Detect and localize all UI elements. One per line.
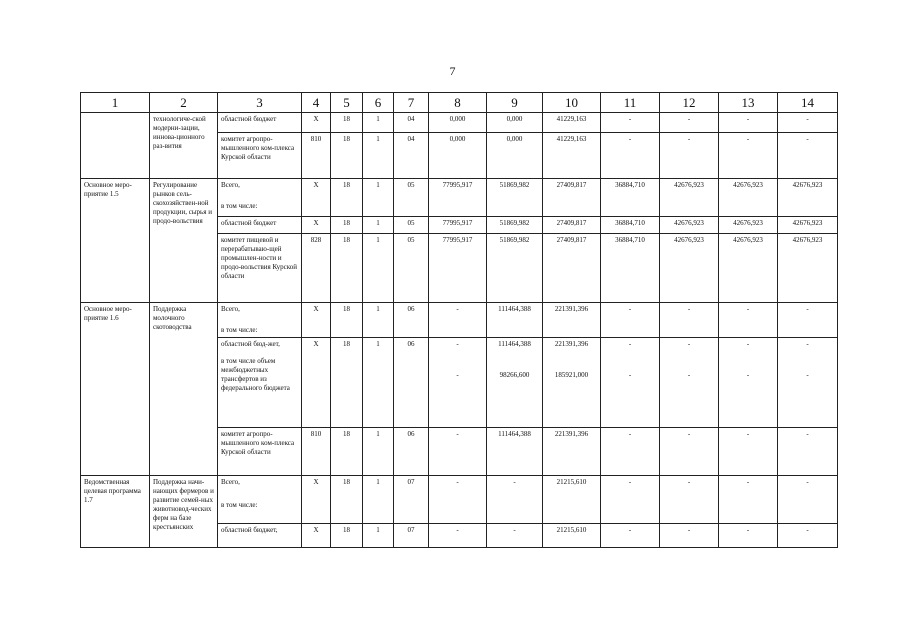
- code-cell: 18: [331, 476, 363, 524]
- code-cell: 18: [331, 303, 363, 338]
- code-cell: 1: [363, 179, 394, 217]
- source-cell: областной бюджет: [218, 113, 302, 133]
- value-cell: -: [660, 476, 719, 524]
- code-cell: 828: [302, 234, 331, 303]
- value-line: -: [806, 340, 809, 348]
- value-cell: -: [601, 113, 660, 133]
- value-cell: 27409,817: [543, 179, 601, 217]
- value-cell: 111464,388: [487, 428, 543, 476]
- table-row: [81, 179, 838, 217]
- value-cell: 36884,710: [601, 179, 660, 217]
- value-line: 185921,000: [554, 371, 589, 379]
- code-cell: X: [302, 179, 331, 217]
- code-cell: 06: [394, 338, 429, 428]
- source-cell: комитет агропро-мышленного ком-плекса Курской области: [218, 133, 302, 179]
- value-cell: [719, 338, 778, 428]
- value-cell: -: [778, 428, 838, 476]
- value-line: 111464,388: [498, 340, 531, 348]
- header-cell: 6: [363, 93, 394, 113]
- value-cell: -: [601, 428, 660, 476]
- source-cell: областной бюджет: [218, 217, 302, 234]
- source-total-label: Всего,: [221, 478, 240, 486]
- source-regional-label: областной бюд-жет,: [221, 340, 280, 348]
- value-cell: 36884,710: [601, 217, 660, 234]
- value-line: -: [687, 371, 691, 379]
- value-cell: 21215,610: [543, 524, 601, 548]
- code-cell: 810: [302, 428, 331, 476]
- value-cell: -: [778, 113, 838, 133]
- code-cell: X: [302, 303, 331, 338]
- header-cell: 4: [302, 93, 331, 113]
- value-cell: 0,000: [487, 113, 543, 133]
- code-cell: 810: [302, 133, 331, 179]
- value-cell: -: [719, 428, 778, 476]
- value-cell: 51869,982: [487, 234, 543, 303]
- value-cell: 0,000: [429, 133, 487, 179]
- code-cell: 04: [394, 133, 429, 179]
- value-cell: -: [601, 133, 660, 179]
- code-cell: 04: [394, 113, 429, 133]
- activity-name-cell: Поддержка начи-нающих фермеров и развитие семей-ных животновод-ческих ферм на базе крестьянских: [150, 476, 218, 548]
- header-cell: 14: [778, 93, 838, 113]
- value-cell: 36884,710: [601, 234, 660, 303]
- source-cell: [218, 303, 302, 338]
- table-row: [81, 113, 838, 133]
- value-line: -: [628, 371, 632, 379]
- header-cell: 11: [601, 93, 660, 113]
- value-cell: 42676,923: [719, 234, 778, 303]
- code-cell: X: [302, 476, 331, 524]
- value-cell: 0,000: [487, 133, 543, 179]
- header-cell: 12: [660, 93, 719, 113]
- value-cell: 42676,923: [660, 217, 719, 234]
- value-cell: -: [660, 524, 719, 548]
- code-cell: 18: [331, 428, 363, 476]
- value-cell: [601, 338, 660, 428]
- value-cell: -: [719, 303, 778, 338]
- value-cell: [429, 338, 487, 428]
- value-cell: 42676,923: [778, 179, 838, 217]
- value-cell: 0,000: [429, 113, 487, 133]
- source-total-label: Всего,: [221, 181, 240, 189]
- value-cell: [660, 338, 719, 428]
- value-cell: 42676,923: [778, 234, 838, 303]
- code-cell: 06: [394, 428, 429, 476]
- value-cell: 42676,923: [719, 179, 778, 217]
- code-cell: 1: [363, 234, 394, 303]
- value-cell: 41229,163: [543, 113, 601, 133]
- source-total-label: Всего,: [221, 305, 240, 313]
- value-cell: -: [487, 476, 543, 524]
- source-cell: [218, 179, 302, 217]
- header-cell: 8: [429, 93, 487, 113]
- source-cell: [218, 476, 302, 524]
- header-cell: 1: [81, 93, 150, 113]
- activity-cell: Основное меро-приятие 1.6: [81, 303, 150, 476]
- code-cell: 1: [363, 303, 394, 338]
- code-cell: 05: [394, 217, 429, 234]
- value-cell: -: [778, 524, 838, 548]
- source-cell: [218, 338, 302, 428]
- value-cell: -: [601, 303, 660, 338]
- code-cell: X: [302, 217, 331, 234]
- activity-name-cell: технологиче-ской модерни-зации, иннова-ционного раз-вития: [150, 113, 218, 179]
- value-cell: 77995,917: [429, 217, 487, 234]
- value-cell: [487, 338, 543, 428]
- value-cell: 42676,923: [660, 234, 719, 303]
- value-cell: 111464,388: [487, 303, 543, 338]
- activity-cell: [81, 113, 150, 179]
- activity-name-cell: Поддержка молочного скотоводства: [150, 303, 218, 476]
- code-cell: 18: [331, 524, 363, 548]
- header-cell: 13: [719, 93, 778, 113]
- code-cell: 1: [363, 524, 394, 548]
- code-cell: 06: [394, 303, 429, 338]
- value-cell: 21215,610: [543, 476, 601, 524]
- code-cell: 1: [363, 428, 394, 476]
- table-row: [81, 476, 838, 524]
- code-cell: X: [302, 338, 331, 428]
- value-cell: -: [429, 303, 487, 338]
- code-cell: 18: [331, 179, 363, 217]
- value-cell: -: [660, 133, 719, 179]
- code-cell: X: [302, 113, 331, 133]
- code-cell: 18: [331, 338, 363, 428]
- code-cell: 1: [363, 476, 394, 524]
- source-sub-label: в том числе:: [221, 501, 258, 509]
- code-cell: 07: [394, 524, 429, 548]
- value-line: 221391,396: [554, 340, 589, 348]
- value-cell: 221391,396: [543, 428, 601, 476]
- budget-table: [80, 92, 838, 548]
- value-line: -: [806, 371, 809, 379]
- value-cell: -: [487, 524, 543, 548]
- code-cell: 05: [394, 234, 429, 303]
- value-cell: -: [660, 428, 719, 476]
- value-cell: 51869,982: [487, 179, 543, 217]
- source-cell: комитет пищевой и перерабатываю-щей промышлен-ности и продо-вольствия Курской области: [218, 234, 302, 303]
- header-cell: 2: [150, 93, 218, 113]
- code-cell: 1: [363, 113, 394, 133]
- value-cell: -: [660, 113, 719, 133]
- value-cell: -: [778, 133, 838, 179]
- code-cell: 05: [394, 179, 429, 217]
- value-cell: -: [778, 476, 838, 524]
- code-cell: 18: [331, 113, 363, 133]
- header-cell: 7: [394, 93, 429, 113]
- value-line: -: [746, 371, 750, 379]
- header-cell: 3: [218, 93, 302, 113]
- value-cell: -: [719, 133, 778, 179]
- source-cell: областной бюджет,: [218, 524, 302, 548]
- value-cell: -: [778, 303, 838, 338]
- source-sub-label: в том числе:: [221, 326, 258, 334]
- value-cell: 42676,923: [778, 217, 838, 234]
- value-cell: 221391,396: [543, 303, 601, 338]
- value-cell: 42676,923: [660, 179, 719, 217]
- value-cell: -: [719, 113, 778, 133]
- value-cell: -: [601, 476, 660, 524]
- value-cell: [543, 338, 601, 428]
- value-cell: -: [601, 524, 660, 548]
- value-cell: -: [660, 303, 719, 338]
- value-line: -: [746, 340, 750, 348]
- value-line: -: [687, 340, 691, 348]
- value-line: -: [628, 340, 632, 348]
- source-transfer-label: в том числе объем межбюджетных трансфертов из федерального бюджета: [221, 357, 290, 392]
- activity-name-cell: Регулирование рынков сель-скохозяйствен-ной продукции, сырья и продо-вольствия: [150, 179, 218, 303]
- code-cell: 18: [331, 234, 363, 303]
- value-cell: 42676,923: [719, 217, 778, 234]
- value-cell: 27409,817: [543, 234, 601, 303]
- value-cell: 77995,917: [429, 179, 487, 217]
- header-cell: 9: [487, 93, 543, 113]
- activity-cell: Основное меро-приятие 1.5: [81, 179, 150, 303]
- code-cell: 07: [394, 476, 429, 524]
- code-cell: 18: [331, 217, 363, 234]
- value-cell: -: [429, 476, 487, 524]
- code-cell: 1: [363, 133, 394, 179]
- value-cell: -: [429, 524, 487, 548]
- activity-cell: Ведомственная целевая программа 1.7: [81, 476, 150, 548]
- value-line: 98266,600: [499, 371, 530, 379]
- header-cell: 10: [543, 93, 601, 113]
- value-cell: -: [719, 524, 778, 548]
- source-sub-label: в том числе:: [221, 202, 258, 210]
- header-row: [81, 93, 838, 113]
- code-cell: 18: [331, 133, 363, 179]
- value-cell: 41229,163: [543, 133, 601, 179]
- value-line: -: [456, 340, 459, 348]
- table-row: [81, 303, 838, 338]
- code-cell: 1: [363, 217, 394, 234]
- value-line: -: [456, 371, 459, 379]
- value-cell: -: [719, 476, 778, 524]
- value-cell: 77995,917: [429, 234, 487, 303]
- header-cell: 5: [331, 93, 363, 113]
- code-cell: X: [302, 524, 331, 548]
- value-cell: -: [429, 428, 487, 476]
- source-cell: комитет агропро-мышленного ком-плекса Курской области: [218, 428, 302, 476]
- page-number: 7: [449, 64, 456, 78]
- value-cell: 51869,982: [487, 217, 543, 234]
- code-cell: 1: [363, 338, 394, 428]
- value-cell: [778, 338, 838, 428]
- value-cell: 27409,817: [543, 217, 601, 234]
